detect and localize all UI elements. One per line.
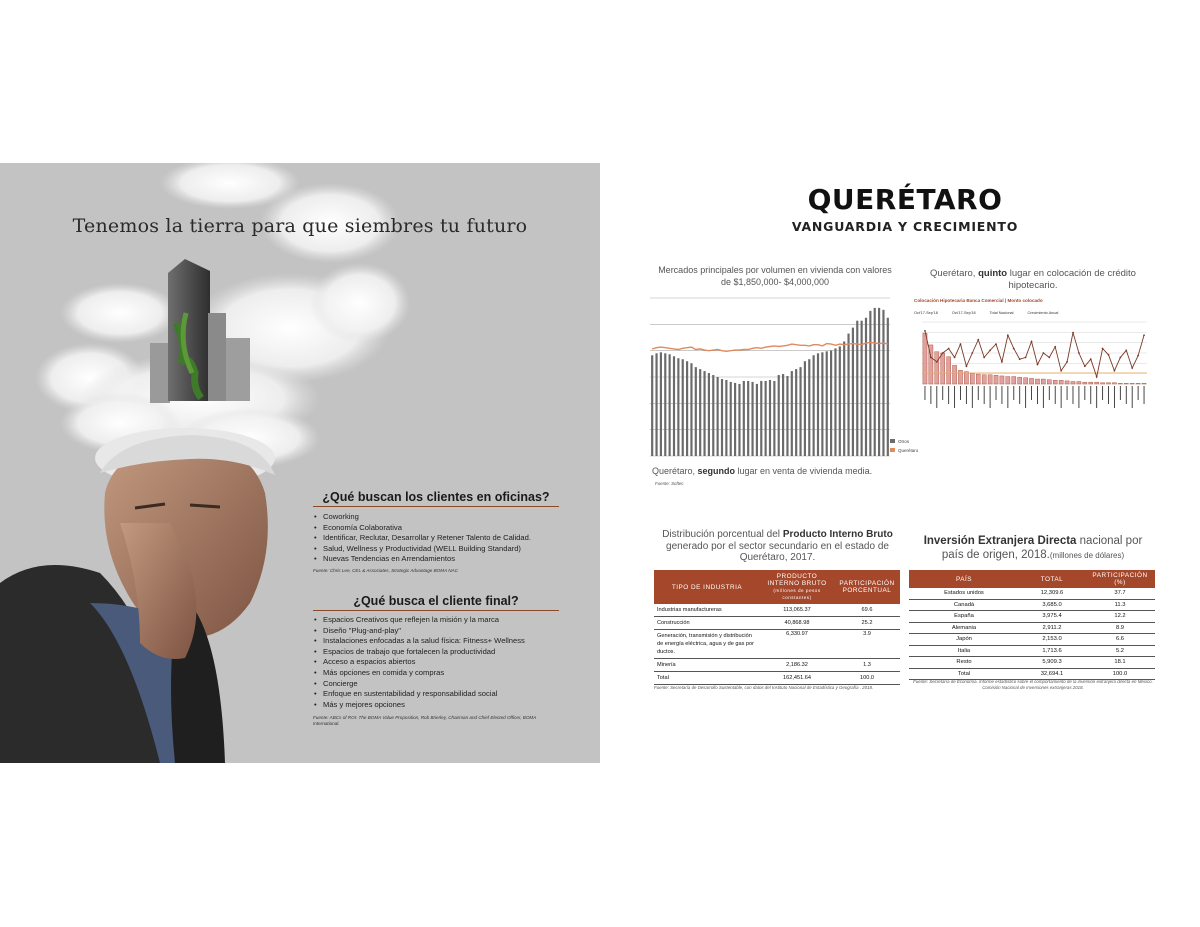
growth-point: [930, 357, 932, 359]
list-item: • Enfoque en sustentabilidad y responsabilidad social: [323, 689, 573, 700]
bar: [651, 355, 653, 456]
growth-point: [1119, 357, 1121, 359]
bar: [976, 374, 980, 384]
bar: [664, 353, 666, 456]
bar: [778, 375, 780, 456]
growth-point: [1060, 370, 1062, 372]
growth-point: [1096, 376, 1098, 378]
bar: [655, 353, 657, 456]
bar: [1000, 376, 1004, 384]
bar: [751, 382, 753, 456]
bar: [878, 308, 880, 456]
growth-point: [936, 361, 938, 363]
legend-label: Otros: [898, 439, 910, 444]
bar: [1012, 377, 1016, 384]
legend-item: Crecimiento Anual: [1027, 311, 1059, 315]
bar: [795, 369, 797, 456]
section1-list: [313, 512, 573, 565]
bar: [887, 318, 889, 456]
list-item: • Acceso a espacios abiertos: [323, 657, 573, 668]
bar: [861, 321, 863, 456]
bar: [834, 348, 836, 456]
bar: [882, 310, 884, 456]
growth-point: [1114, 370, 1116, 372]
table-row: Minería 2,186.32 1.3: [654, 659, 900, 672]
bar: [982, 375, 986, 384]
growth-point: [942, 352, 944, 354]
bar: [791, 371, 793, 456]
col-header: TOTAL: [1019, 570, 1085, 588]
bar: [1095, 382, 1099, 384]
bar: [852, 328, 854, 456]
list-item: • Coworking: [323, 512, 573, 523]
growth-point: [954, 357, 956, 359]
growth-point: [1019, 358, 1021, 360]
bar: [952, 365, 956, 384]
bar: [1130, 383, 1134, 384]
bar: [935, 352, 939, 384]
growth-point: [1031, 341, 1033, 343]
bar: [923, 333, 927, 384]
bar: [1118, 383, 1122, 384]
table1-source: Fuente: Secretaría de Desarrollo Sustentable, con datos del Instituto Nacional de Estadística y Geografía . 2018.: [654, 685, 874, 690]
growth-point: [1037, 364, 1039, 366]
bar: [1136, 383, 1140, 384]
bar: [738, 384, 740, 456]
left-panel: [0, 163, 600, 763]
bar: [874, 308, 876, 456]
table-row: Japón 2,153.0 6.6: [909, 634, 1155, 646]
table-header-row: [654, 570, 900, 604]
bar: [1006, 377, 1010, 384]
growth-point: [983, 357, 985, 359]
bar: [769, 380, 771, 456]
col-header: TIPO DE INDUSTRIA: [654, 570, 760, 604]
bar: [1065, 381, 1069, 384]
list-item: • Salud, Wellness y Productividad (WELL Building Standard): [323, 544, 573, 555]
growth-point: [1090, 358, 1092, 360]
growth-point: [1137, 355, 1139, 357]
bar: [808, 359, 810, 456]
growth-point: [1125, 349, 1127, 351]
growth-point: [1042, 352, 1044, 354]
bar: [839, 346, 841, 456]
growth-point: [1102, 348, 1104, 350]
legend-label: Querétaro: [898, 448, 919, 453]
bar: [843, 341, 845, 456]
growth-point: [924, 330, 926, 332]
bar: [947, 357, 951, 384]
bar: [1077, 382, 1081, 384]
bar: [695, 367, 697, 456]
bar: [725, 380, 727, 456]
bar: [1059, 380, 1063, 384]
bar: [1053, 380, 1057, 384]
table-row: Estados unidos 12,309.6 37.7: [909, 588, 1155, 599]
growth-point: [966, 365, 968, 367]
section2-list: [313, 615, 573, 710]
list-item: • Instalaciones enfocadas a la salud física: Fitness+ Wellness: [323, 636, 573, 647]
bar: [970, 373, 974, 384]
bar: [690, 363, 692, 456]
bar: [743, 381, 745, 456]
bar: [1083, 382, 1087, 384]
bar: [1112, 383, 1116, 384]
growth-point: [1131, 367, 1133, 369]
bar: [677, 358, 679, 456]
col-header: PAÍS: [909, 570, 1019, 588]
bar: [708, 373, 710, 456]
chart2-caption: Querétaro, quinto lugar en colocación de crédito hipotecario.: [930, 268, 1136, 291]
growth-point: [995, 343, 997, 345]
growth-point: [1007, 334, 1009, 336]
bar: [1035, 379, 1039, 384]
chart1-source: Fuente: Softec: [655, 481, 684, 486]
list-item: • Economía Colaborativa: [323, 523, 573, 534]
page-subtitle: VANGUARDIA Y CRECIMIENTO: [791, 219, 1019, 234]
bar: [988, 375, 992, 384]
pib-table: [654, 570, 900, 685]
bar: [821, 352, 823, 456]
bar: [964, 372, 968, 384]
bar: [1106, 383, 1110, 384]
table2-caption: Inversión Extranjera Directa nacional por país de origen, 2018.(millones de dólares): [923, 535, 1143, 561]
bar: [1018, 377, 1022, 384]
man-figure: [0, 435, 275, 763]
bar: [804, 361, 806, 456]
bar: [786, 376, 788, 456]
bar: [1142, 383, 1146, 384]
growth-point: [1066, 361, 1068, 363]
bar: [699, 369, 701, 456]
growth-point: [1078, 352, 1080, 354]
growth-point: [1084, 365, 1086, 367]
growth-point: [1143, 334, 1145, 336]
bar: [1071, 382, 1075, 384]
growth-line: [925, 331, 1144, 377]
bar: [865, 318, 867, 456]
table-row: España 3,975.4 12.2: [909, 611, 1155, 623]
bar: [826, 351, 828, 456]
bar: [856, 321, 858, 456]
ied-table: [909, 570, 1155, 680]
legend-swatch: [890, 439, 895, 443]
bar: [660, 352, 662, 456]
bar: [673, 356, 675, 456]
bar: [669, 354, 671, 456]
growth-point: [989, 349, 991, 351]
growth-point: [1108, 354, 1110, 356]
bar: [813, 355, 815, 456]
chart1-housing-volume: [640, 292, 925, 460]
list-item: • Diseño "Plug-and-play": [323, 626, 573, 637]
growth-point: [977, 339, 979, 341]
table-row: Total 32,694.1 100.0: [909, 668, 1155, 680]
chart2-legend: [914, 311, 1154, 315]
growth-point: [1048, 357, 1050, 359]
table-row: Canadá 3,685.0 11.3: [909, 599, 1155, 611]
bar: [1101, 383, 1105, 384]
bar: [1024, 378, 1028, 384]
legend-item: Oct'17-Sep'18: [951, 311, 976, 315]
table-row: Total 162,451.64 100.0: [654, 672, 900, 685]
col-header: PARTICIPACIÓN (%): [1085, 570, 1155, 588]
chart2-mortgage-credit: [912, 318, 1157, 430]
table2-source: Fuente: Secretaría de Economía. Informe estadístico sobre el comportamiento de la inversión extranjera directa en México. Comisión Nacional de Inversiones extranjeras 2018.: [913, 679, 1153, 690]
bar: [1029, 378, 1033, 384]
bar: [721, 379, 723, 456]
list-item: • Nuevas Tendencias en Arrendamientos: [323, 554, 573, 565]
chart2-inner-title: Colocación Hipotecaria Banca Comercial | Monto colocado: [914, 298, 1043, 303]
bar: [765, 381, 767, 456]
growth-point: [1054, 346, 1056, 348]
legend-item: Total Nacional: [989, 311, 1014, 315]
bar: [756, 384, 758, 456]
page-title: QUERÉTARO: [807, 183, 1003, 216]
section2-heading: ¿Qué busca el cliente final?: [313, 594, 559, 611]
chart1-caption: Mercados principales por volumen en vivienda con valores de $1,850,000- $4,000,000: [658, 265, 892, 287]
list-item: • Espacios de trabajo que fortalecen la productividad: [323, 647, 573, 658]
bar: [730, 382, 732, 456]
list-item: • Más opciones en comida y compras: [323, 668, 573, 679]
section2-source: Fuente: ABCs of ROI: The BOMA Value Proposition, Rob Brierley, Chairman and Chief Elected Officer, BOMA International.: [313, 715, 537, 726]
bar: [712, 375, 714, 456]
table-row: Construcción 40,868.98 25.2: [654, 617, 900, 630]
list-item: • Espacios Creativos que reflejen la misión y la marca: [323, 615, 573, 626]
bar: [686, 361, 688, 456]
bar: [782, 374, 784, 456]
bar: [773, 381, 775, 456]
col-header: PARTICIPACIÓN PORCENTUAL: [834, 570, 900, 604]
bar: [1047, 380, 1051, 384]
growth-point: [948, 348, 950, 350]
table-row: Industrias manufactureras 113,065.37 69.6: [654, 604, 900, 617]
growth-point: [971, 352, 973, 354]
growth-point: [1072, 332, 1074, 334]
list-item: • Más y mejores opciones: [323, 700, 573, 711]
table1-caption: Distribución porcentual del Producto Interno Bruto generado por el sector secundario en el estado de Querétaro, 2017.: [662, 529, 893, 563]
bar: [747, 381, 749, 456]
growth-point: [1013, 348, 1015, 350]
bar: [682, 359, 684, 456]
bar: [817, 353, 819, 456]
bar: [703, 371, 705, 456]
bar: [1041, 379, 1045, 384]
table-header-row: [909, 570, 1155, 588]
col-header: PRODUCTO INTERNO BRUTO (millones de pesos constantes): [760, 570, 834, 604]
growth-point: [1001, 361, 1003, 363]
table-row: Italia 1,713.6 5.2: [909, 645, 1155, 657]
bar: [869, 311, 871, 456]
legend-swatch: [890, 448, 895, 452]
table-row: Resto 5,909.3 18.1: [909, 657, 1155, 669]
bar: [717, 377, 719, 456]
bar: [847, 334, 849, 456]
legend-item: Oct'17-Sep'18: [914, 311, 938, 315]
bar: [1089, 382, 1093, 384]
section1-source: Fuente: Chris Lee, CEL & Associates, Strategic Advantage BOMA NAC: [313, 568, 458, 573]
table-row: Alemania 2,911.2 8.9: [909, 622, 1155, 634]
left-title: Tenemos la tierra para que siembres tu futuro: [72, 215, 528, 237]
chart1-bottom-caption: Querétaro, segundo lugar en venta de vivienda media.: [652, 466, 873, 476]
list-item: • Concierge: [323, 679, 573, 690]
bar: [994, 375, 998, 384]
bar: [958, 370, 962, 384]
list-item: • Identificar, Reclutar, Desarrollar y Retener Talento de Calidad.: [323, 533, 573, 544]
bar: [941, 353, 945, 384]
bar: [734, 383, 736, 456]
bar: [799, 367, 801, 456]
growth-point: [960, 343, 962, 345]
section1-heading: ¿Qué buscan los clientes en oficinas?: [313, 490, 559, 507]
bar: [1124, 383, 1128, 384]
growth-point: [1025, 357, 1027, 359]
bar: [830, 350, 832, 456]
table-row: Generación, transmisión y distribución de energía eléctrica, agua y de gas por ductos. 6,330.97 3.9: [654, 630, 900, 659]
bar: [760, 381, 762, 456]
